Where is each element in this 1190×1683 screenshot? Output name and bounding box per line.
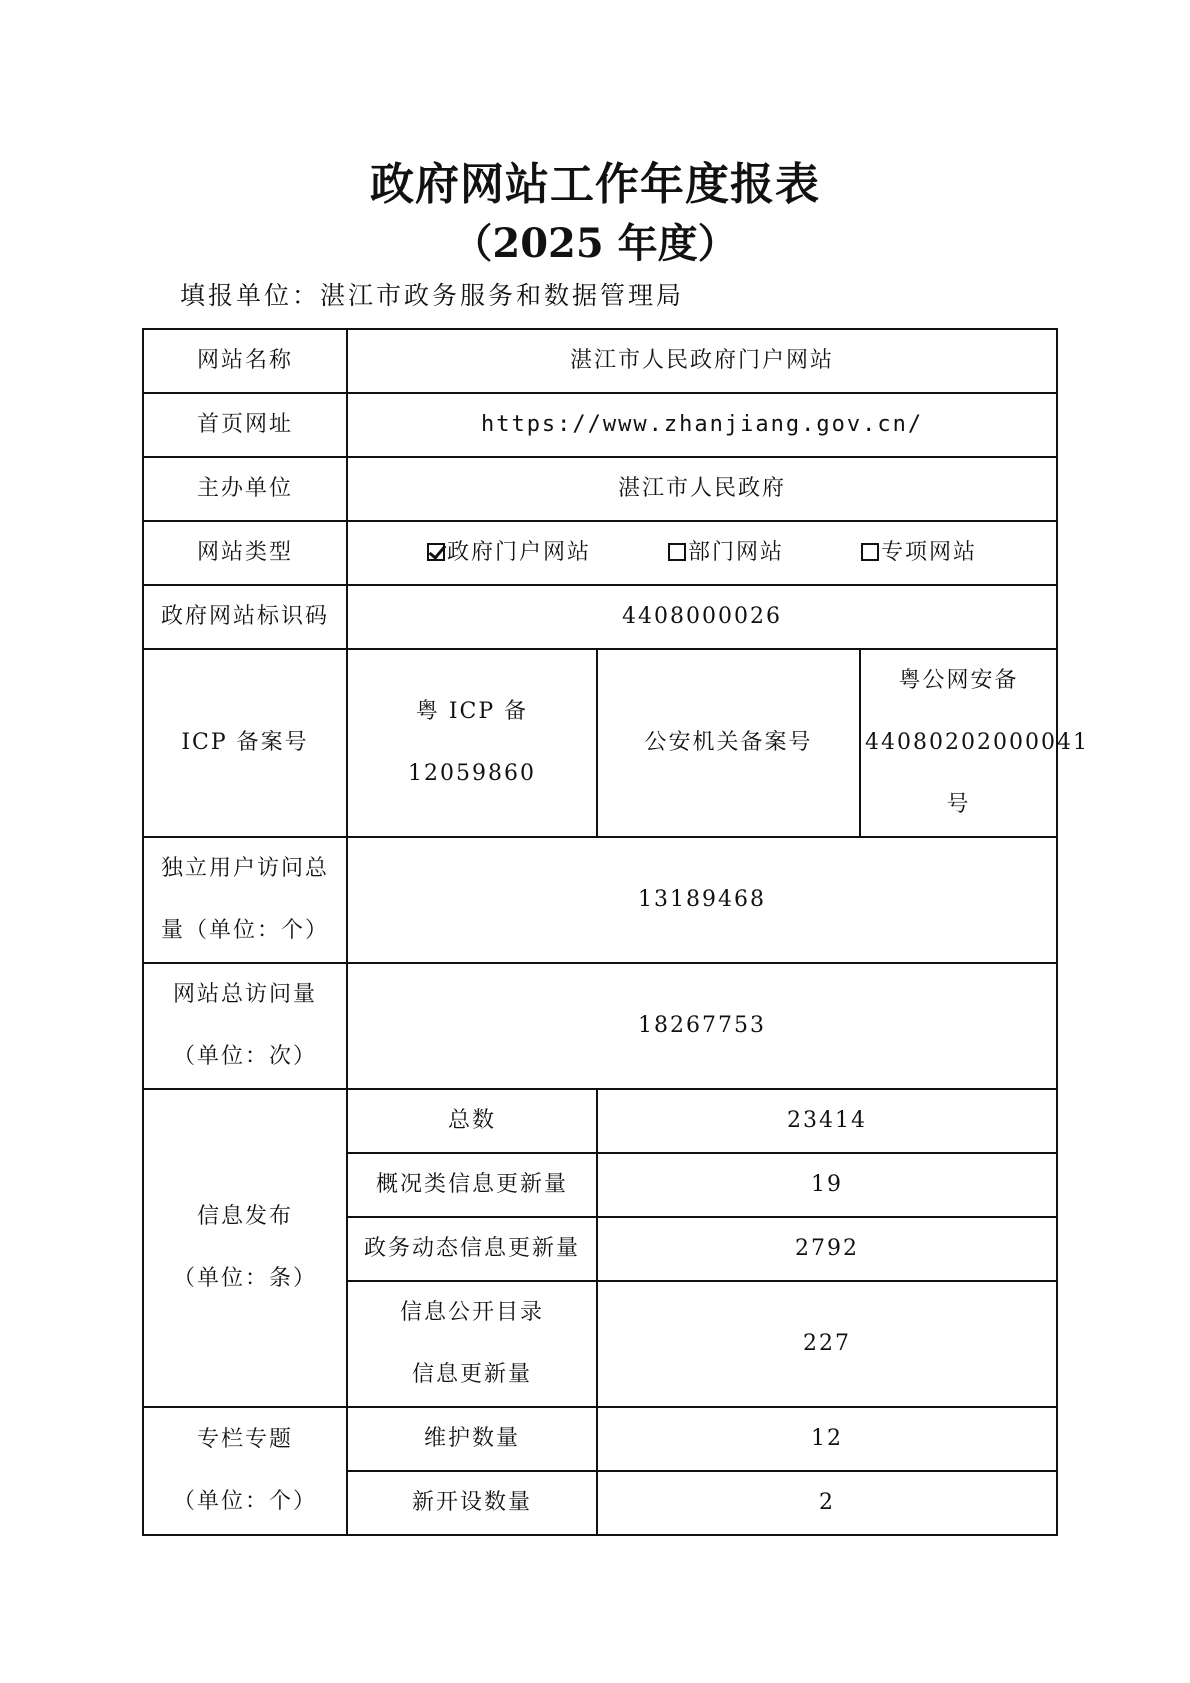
option-department[interactable] [668,522,784,584]
label-site-name: 网站名称 [143,329,347,393]
option-special-label: 专项网站 [881,540,978,565]
label-columns-maintained: 维护数量 [347,1407,597,1471]
value-info-news: 2792 [597,1217,1057,1281]
row-info-total [143,1089,1057,1153]
value-homepage-url: https://www.zhanjiang.gov.cn/ [347,393,1057,457]
label-info-release [143,1089,347,1407]
label-site-type: 网站类型 [143,521,347,585]
report-subtitle: （2025 年度） [452,220,738,267]
row-site-code [143,585,1057,649]
site-type-options [347,521,1057,585]
label-total-visits [143,963,347,1089]
label-line: （单位：个） [172,1489,317,1514]
option-department-label: 部门网站 [688,540,785,565]
label-line: （单位：次） [172,1044,317,1069]
checkbox-checked-icon[interactable] [427,543,445,561]
value-info-total: 23414 [597,1089,1057,1153]
label-columns [143,1407,347,1535]
value-info-overview: 19 [597,1153,1057,1217]
row-homepage [143,393,1057,457]
police-record-line: 号 [946,792,971,817]
label-line: 信息发布 [196,1204,293,1229]
value-site-code: 4408000026 [347,585,1057,649]
label-line: 独立用户访问总 [160,856,329,881]
value-total-visits: 18267753 [347,963,1057,1089]
police-record-line: 44080202000041 [865,730,1089,755]
reporting-unit: 填报单位：湛江市政务服务和数据管理局 [180,281,685,310]
label-line: 信息公开目录 [399,1300,544,1325]
value-sponsor: 湛江市人民政府 [347,457,1057,521]
option-portal[interactable] [427,522,591,584]
checkbox-empty-icon[interactable] [668,543,686,561]
row-unique-visitors [143,837,1057,963]
label-sponsor: 主办单位 [143,457,347,521]
label-line: 网站总访问量 [172,982,317,1007]
value-columns-maintained: 12 [597,1407,1057,1471]
label-columns-new: 新开设数量 [347,1471,597,1535]
value-unique-visitors: 13189468 [347,837,1057,963]
label-icp: ICP 备案号 [143,649,347,837]
label-info-disclosure [347,1281,597,1407]
value-icp: 粤 ICP 备 12059860 [347,649,597,837]
label-site-code: 政府网站标识码 [143,585,347,649]
police-record-line: 粤公网安备 [898,668,1019,693]
value-info-disclosure: 227 [597,1281,1057,1407]
label-homepage: 首页网址 [143,393,347,457]
checkbox-empty-icon[interactable] [861,543,879,561]
row-sponsor [143,457,1057,521]
label-unique-visitors [143,837,347,963]
report-title: 政府网站工作年度报表 [370,159,820,210]
row-site-name [143,329,1057,393]
label-info-news: 政务动态信息更新量 [347,1217,597,1281]
label-line: 专栏专题 [196,1427,293,1452]
option-special[interactable] [861,522,977,584]
label-line: 量（单位：个） [160,918,329,943]
label-line: 信息更新量 [411,1362,532,1387]
value-site-name: 湛江市人民政府门户网站 [347,329,1057,393]
value-columns-new: 2 [597,1471,1057,1535]
report-table [142,328,1089,1536]
label-info-overview: 概况类信息更新量 [347,1153,597,1217]
row-icp [143,649,1057,837]
value-police-record [860,649,1089,837]
label-line: （单位：条） [172,1266,317,1291]
row-site-type [143,521,1057,585]
row-columns-maintained [143,1407,1057,1471]
row-total-visits [143,963,1057,1089]
option-portal-label: 政府门户网站 [446,540,591,565]
label-info-total: 总数 [347,1089,597,1153]
label-police-record: 公安机关备案号 [597,649,860,837]
